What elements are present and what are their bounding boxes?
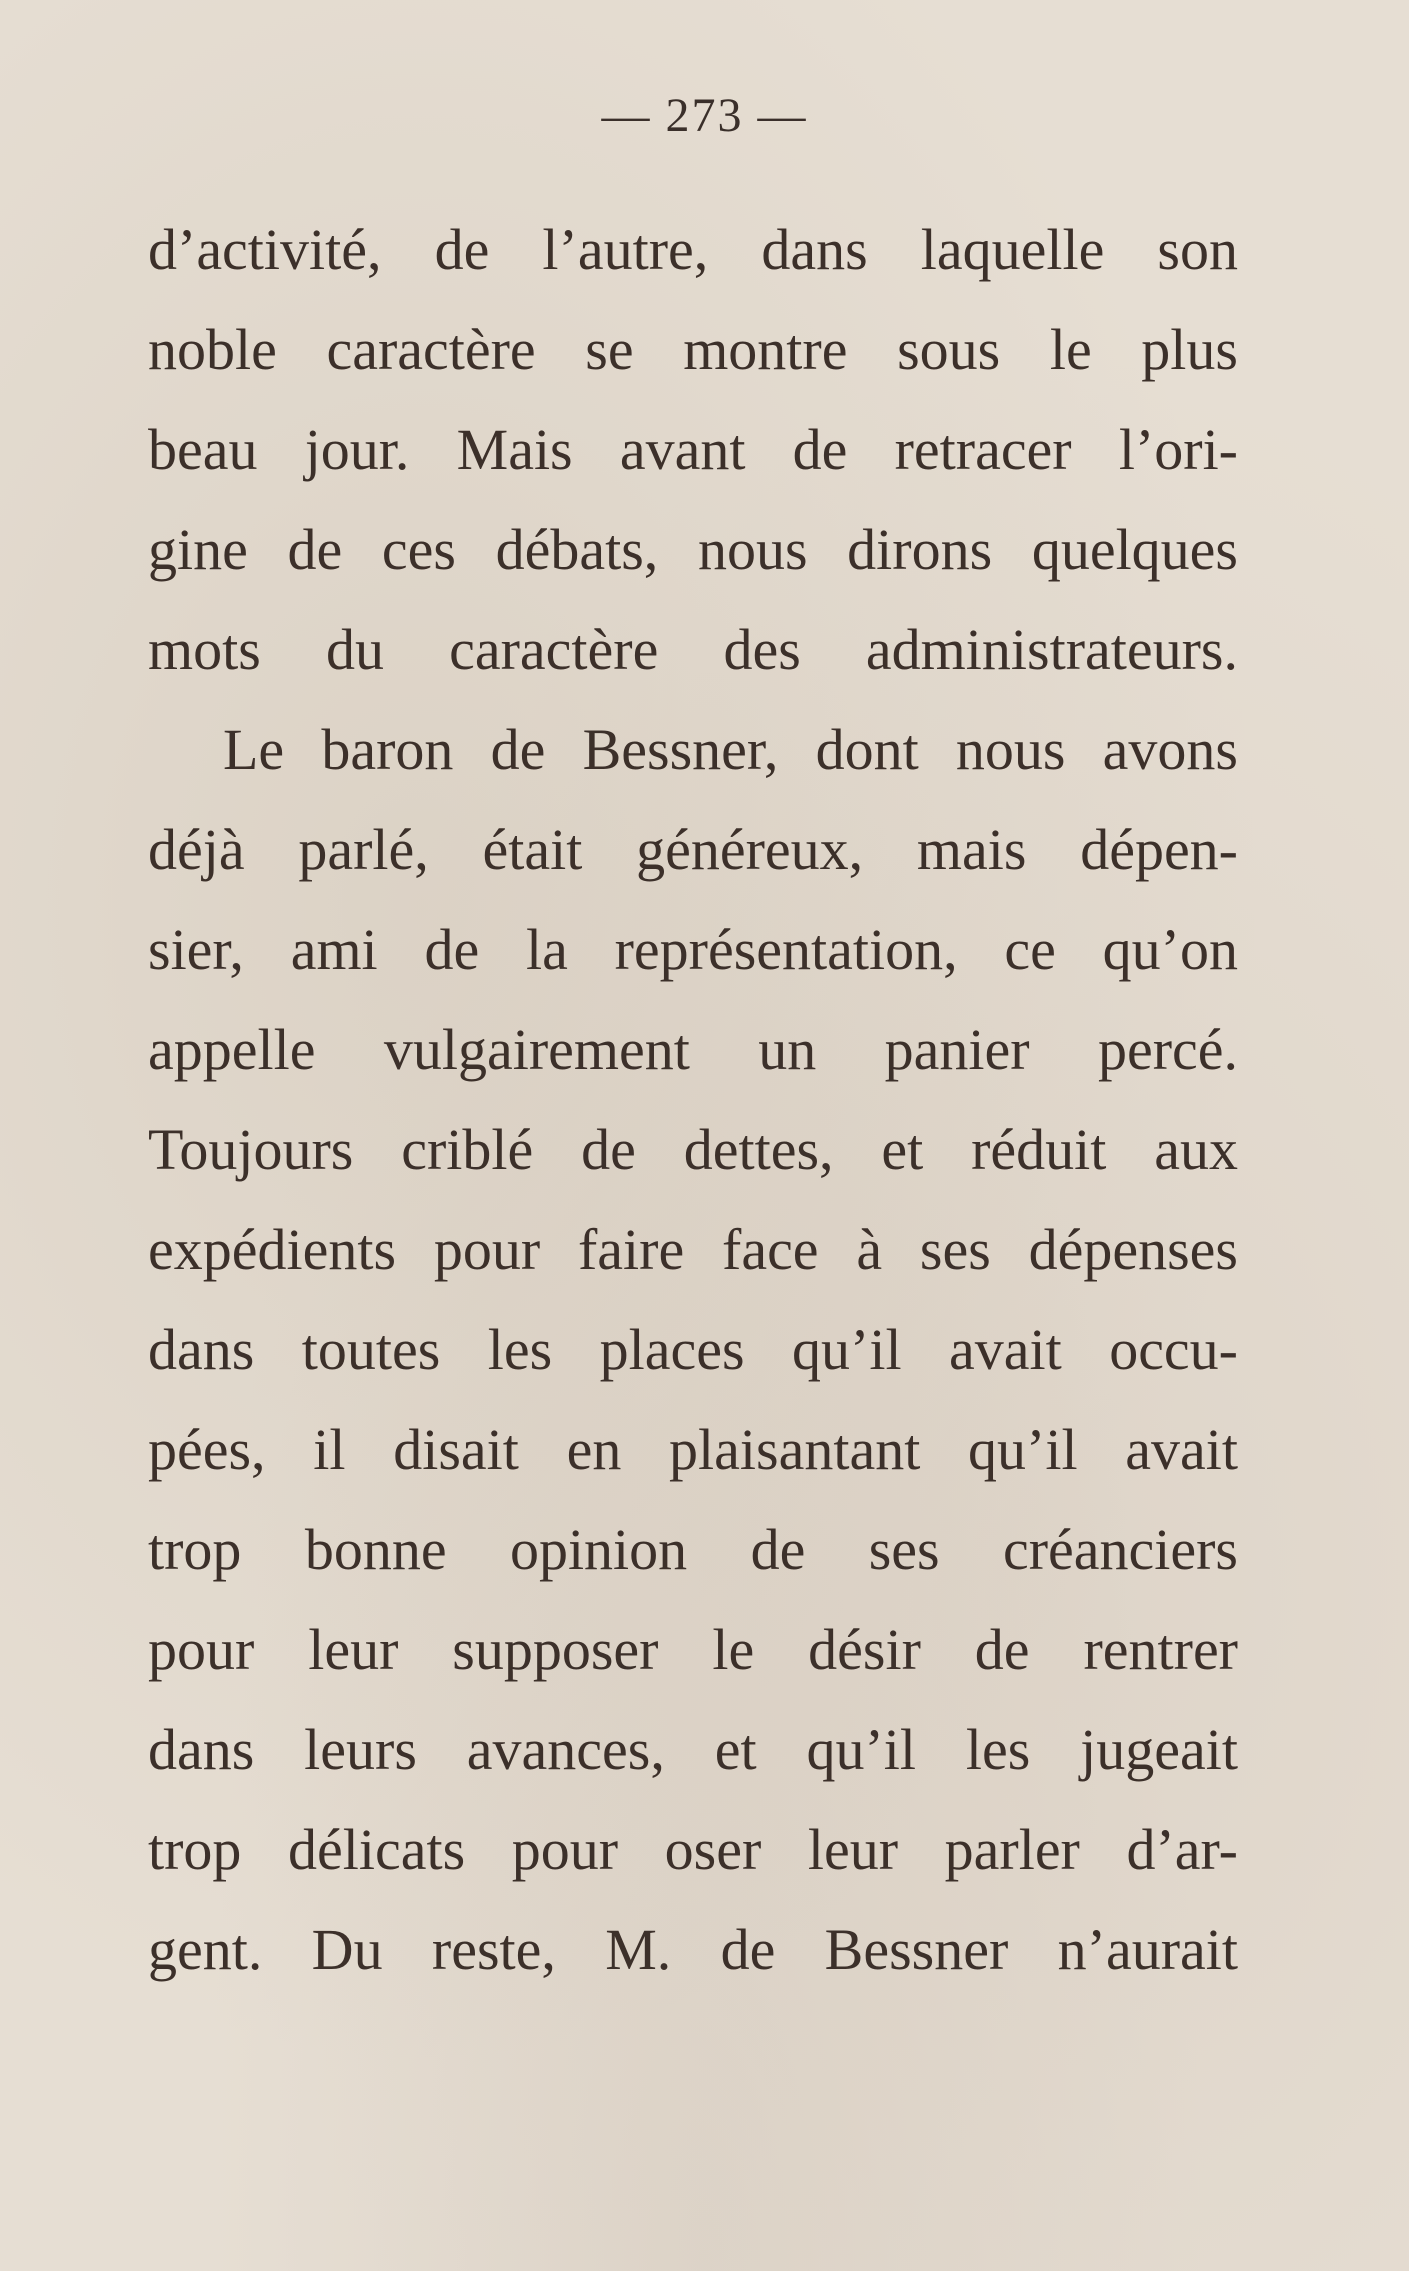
text-line: déjà parlé, était généreux, mais dépen- <box>148 817 1238 882</box>
text-line: appelle vulgairement un panier percé. <box>148 1017 1238 1082</box>
paragraph-start-line: Le baron de Bessner, dont nous avons <box>223 717 1238 782</box>
text-line: mots du caractère des administrateurs. <box>148 617 1238 682</box>
text-line: beau jour. Mais avant de retracer l’ori- <box>148 417 1238 482</box>
text-line: pées, il disait en plaisantant qu’il avait <box>148 1417 1238 1482</box>
text-line: d’activité, de l’autre, dans laquelle son <box>148 217 1238 282</box>
text-line: gent. Du reste, M. de Bessner n’aurait <box>148 1917 1238 1982</box>
text-line: sier, ami de la représentation, ce qu’on <box>148 917 1238 982</box>
text-line: Toujours criblé de dettes, et réduit aux <box>148 1117 1238 1182</box>
page-number: — 273 — <box>601 89 808 142</box>
text-line: trop bonne opinion de ses créanciers <box>148 1517 1238 1582</box>
text-line: expédients pour faire face à ses dépenses <box>148 1217 1238 1282</box>
body-text <box>148 200 1238 2000</box>
text-line: noble caractère se montre sous le plus <box>148 317 1238 382</box>
text-line: trop délicats pour oser leur parler d’ar- <box>148 1817 1238 1882</box>
text-line: gine de ces débats, nous dirons quelques <box>148 517 1238 582</box>
text-line: pour leur supposer le désir de rentrer <box>148 1617 1238 1682</box>
text-line: dans toutes les places qu’il avait occu- <box>148 1317 1238 1382</box>
text-line: dans leurs avances, et qu’il les jugeait <box>148 1717 1238 1782</box>
